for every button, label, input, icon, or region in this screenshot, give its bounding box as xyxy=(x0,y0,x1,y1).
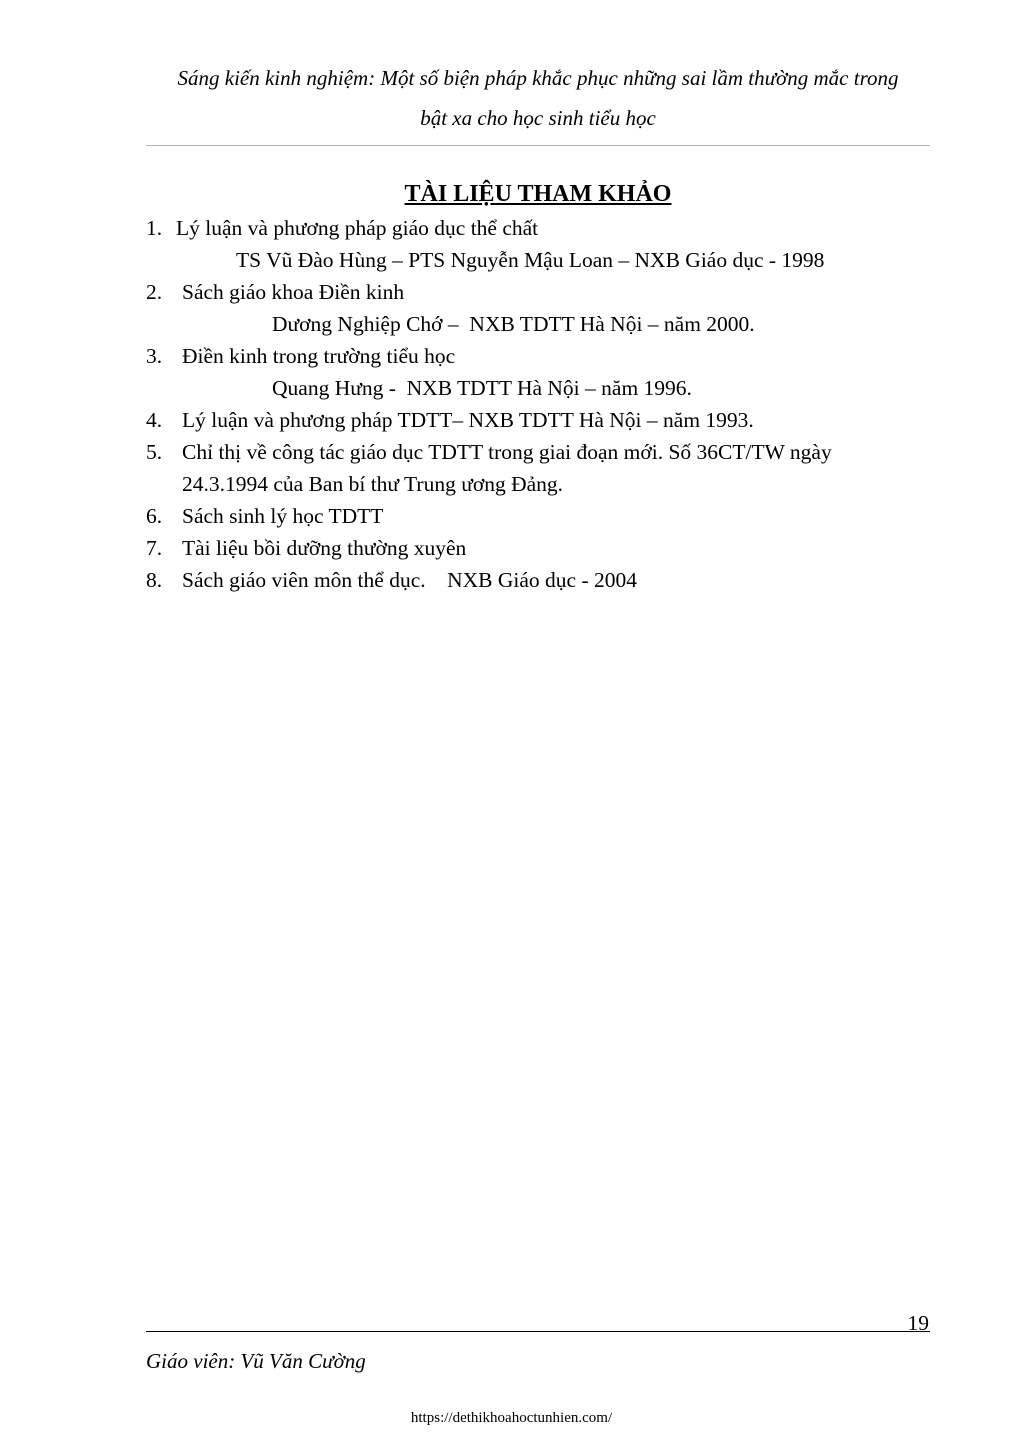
reference-item-5 xyxy=(146,436,832,468)
reference-title: Tài liệu bồi dưỡng thường xuyên xyxy=(182,536,467,560)
reference-number: 4. xyxy=(146,408,163,432)
reference-item-1 xyxy=(146,212,538,244)
reference-item-8 xyxy=(146,564,637,596)
reference-source: TS Vũ Đào Hùng – PTS Nguyễn Mậu Loan – NXB Giáo dục - 1998 xyxy=(236,248,825,272)
header-line-2: bật xa cho học sinh tiểu học xyxy=(420,106,656,130)
reference-title: Sách sinh lý học TDTT xyxy=(182,504,384,528)
reference-number: 2. xyxy=(146,280,163,304)
source-url: https://dethikhoahoctunhien.com/ xyxy=(410,1410,613,1426)
reference-item-2 xyxy=(146,276,404,308)
reference-title: Lý luận và phương pháp TDTT– NXB TDTT Hà Nội – năm 1993. xyxy=(182,408,754,432)
reference-title: Điền kinh trong trường tiểu học xyxy=(182,344,456,368)
page-number: 19 xyxy=(907,1311,929,1335)
reference-title: Sách giáo viên môn thể dục. NXB Giáo dục - 2004 xyxy=(182,568,637,592)
reference-title: Sách giáo khoa Điền kinh xyxy=(182,280,405,304)
reference-source: Dương Nghiệp Chớ – NXB TDTT Hà Nội – năm 2000. xyxy=(272,312,755,336)
page-title: TÀI LIỆU THAM KHẢO xyxy=(404,181,672,207)
page-header xyxy=(146,58,930,138)
footer-divider xyxy=(146,1331,930,1332)
reference-continuation: 24.3.1994 của Ban bí thư Trung ương Đảng. xyxy=(182,472,564,496)
reference-title: Chỉ thị về công tác giáo dục TDTT trong giai đoạn mới. Số 36CT/TW ngày xyxy=(182,440,832,464)
header-divider xyxy=(146,145,930,146)
teacher-credit: Giáo viên: Vũ Văn Cường xyxy=(146,1349,366,1373)
reference-source: Quang Hưng - NXB TDTT Hà Nội – năm 1996. xyxy=(272,376,692,400)
reference-item-6 xyxy=(146,500,383,532)
reference-item-7 xyxy=(146,532,466,564)
reference-title: Lý luận và phương pháp giáo dục thể chất xyxy=(176,216,539,240)
reference-number: 1. xyxy=(146,216,163,240)
reference-item-3 xyxy=(146,340,455,372)
reference-number: 5. xyxy=(146,440,163,464)
reference-number: 6. xyxy=(146,504,163,528)
reference-number: 3. xyxy=(146,344,163,368)
reference-number: 8. xyxy=(146,568,163,592)
header-line-1: Sáng kiến kinh nghiệm: Một số biện pháp khắc phục những sai lầm thường mắc trong xyxy=(177,66,899,90)
reference-number: 7. xyxy=(146,536,163,560)
reference-item-4 xyxy=(146,404,754,436)
